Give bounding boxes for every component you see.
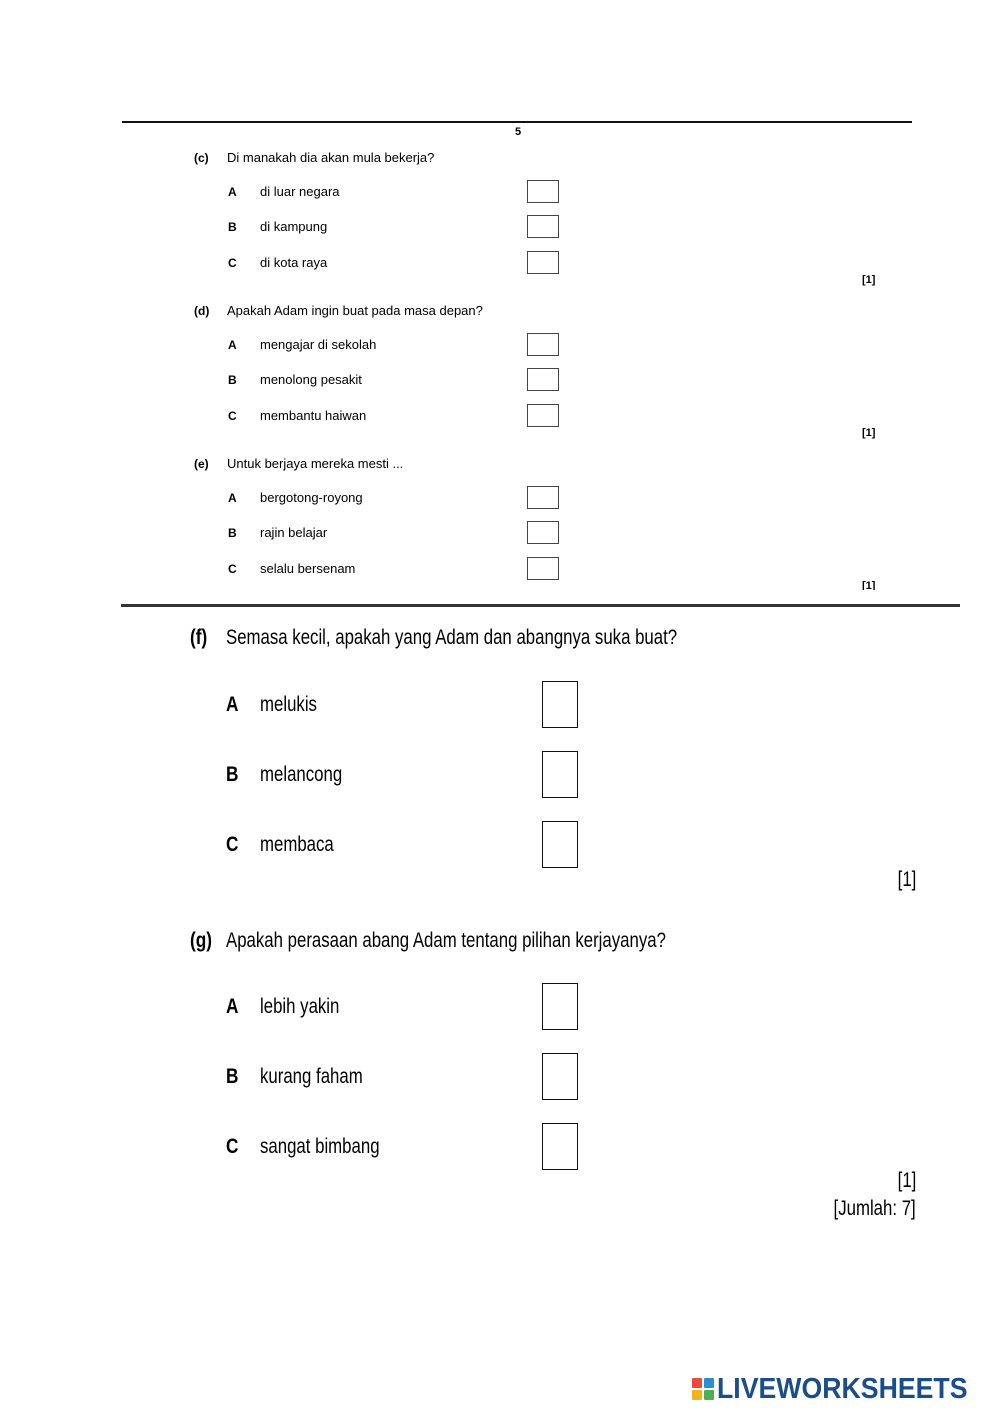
option-text: rajin belajar bbox=[260, 525, 328, 540]
answer-checkbox[interactable] bbox=[527, 486, 559, 509]
top-divider bbox=[122, 121, 912, 123]
option-letter: A bbox=[226, 693, 239, 716]
question-label: (d) bbox=[194, 304, 210, 318]
section-divider bbox=[121, 604, 960, 607]
option-text: lebih yakin bbox=[260, 995, 340, 1018]
answer-checkbox[interactable] bbox=[542, 681, 578, 728]
option-letter: B bbox=[228, 373, 237, 387]
option-letter: B bbox=[228, 220, 237, 234]
option-letter: C bbox=[228, 409, 237, 423]
option-letter: B bbox=[226, 1065, 239, 1088]
question-text: Di manakah dia akan mula bekerja? bbox=[227, 150, 435, 165]
question-label: (f) bbox=[190, 626, 208, 649]
question-label: (g) bbox=[190, 929, 212, 952]
answer-checkbox[interactable] bbox=[527, 180, 559, 203]
logo-tile bbox=[692, 1378, 702, 1388]
logo-text: LIVEWORKSHEETS bbox=[717, 1372, 968, 1405]
question-text: Apakah perasaan abang Adam tentang pilihan kerjayanya? bbox=[226, 929, 666, 952]
question-label: (c) bbox=[194, 151, 209, 165]
option-text: di luar negara bbox=[260, 184, 340, 199]
option-letter: B bbox=[228, 526, 237, 540]
answer-checkbox[interactable] bbox=[527, 215, 559, 238]
option-letter: C bbox=[228, 256, 237, 270]
option-text: membantu haiwan bbox=[260, 408, 367, 423]
answer-checkbox[interactable] bbox=[542, 1053, 578, 1100]
logo-tile bbox=[692, 1390, 702, 1400]
logo-tiles-icon bbox=[692, 1378, 714, 1400]
option-letter: A bbox=[228, 491, 237, 505]
question-text: Untuk berjaya mereka mesti ... bbox=[227, 456, 404, 471]
marks-label: [1] bbox=[897, 868, 916, 891]
marks-label: [1] bbox=[862, 427, 876, 439]
option-text: mengajar di sekolah bbox=[260, 337, 377, 352]
question-label: (e) bbox=[194, 457, 209, 471]
option-text: bergotong-royong bbox=[260, 490, 363, 505]
answer-checkbox[interactable] bbox=[542, 751, 578, 798]
option-letter: B bbox=[226, 763, 239, 786]
option-letter: A bbox=[228, 338, 237, 352]
answer-checkbox[interactable] bbox=[527, 557, 559, 580]
marks-label: [1] bbox=[862, 580, 876, 590]
option-letter: A bbox=[228, 185, 237, 199]
option-text: melancong bbox=[260, 763, 343, 786]
option-text: kurang faham bbox=[260, 1065, 363, 1088]
answer-checkbox[interactable] bbox=[542, 821, 578, 868]
option-text: selalu bersenam bbox=[260, 561, 356, 576]
answer-checkbox[interactable] bbox=[542, 983, 578, 1030]
answer-checkbox[interactable] bbox=[527, 521, 559, 544]
logo-tile bbox=[704, 1378, 714, 1388]
page-number: 5 bbox=[515, 126, 522, 138]
option-text: menolong pesakit bbox=[260, 372, 362, 387]
option-text: di kampung bbox=[260, 219, 328, 234]
answer-checkbox[interactable] bbox=[527, 251, 559, 274]
option-text: sangat bimbang bbox=[260, 1135, 380, 1158]
option-text: melukis bbox=[260, 693, 317, 716]
option-letter: C bbox=[228, 562, 237, 576]
option-text: di kota raya bbox=[260, 255, 328, 270]
option-letter: A bbox=[226, 995, 239, 1018]
option-letter: C bbox=[226, 833, 239, 856]
option-text: membaca bbox=[260, 833, 334, 856]
marks-label: [1] bbox=[897, 1169, 916, 1192]
answer-checkbox[interactable] bbox=[527, 404, 559, 427]
question-text: Apakah Adam ingin buat pada masa depan? bbox=[227, 303, 483, 318]
question-text: Semasa kecil, apakah yang Adam dan abangnya suka buat? bbox=[226, 626, 678, 649]
answer-checkbox[interactable] bbox=[527, 368, 559, 391]
marks-label: [1] bbox=[862, 274, 876, 286]
option-letter: C bbox=[226, 1135, 239, 1158]
answer-checkbox[interactable] bbox=[542, 1123, 578, 1170]
total-marks: [Jumlah: 7] bbox=[833, 1197, 916, 1220]
logo-tile bbox=[704, 1390, 714, 1400]
liveworksheets-logo bbox=[692, 1374, 989, 1404]
answer-checkbox[interactable] bbox=[527, 333, 559, 356]
